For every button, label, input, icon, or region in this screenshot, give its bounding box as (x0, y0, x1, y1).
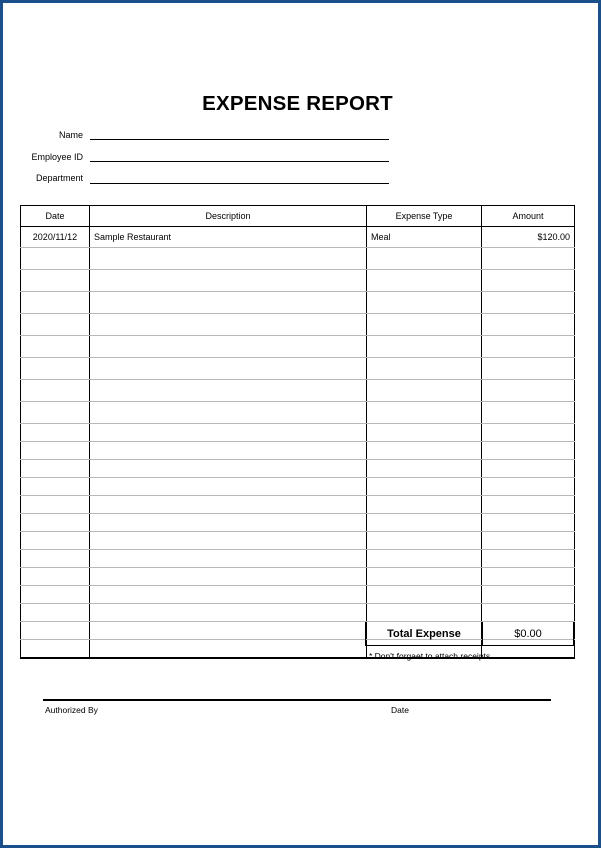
table-row (21, 604, 575, 622)
table-row (21, 314, 575, 336)
table-row (21, 292, 575, 314)
cell-expense-type[interactable] (367, 586, 482, 604)
cell-description[interactable] (90, 460, 367, 478)
cell-amount[interactable] (482, 314, 575, 336)
cell-description[interactable] (90, 336, 367, 358)
expense-table (20, 205, 575, 659)
cell-date[interactable] (21, 550, 90, 568)
header-expense-type: Expense Type (367, 206, 482, 227)
cell-date[interactable] (21, 460, 90, 478)
cell-description[interactable] (90, 568, 367, 586)
cell-date[interactable] (21, 336, 90, 358)
cell-amount[interactable] (482, 496, 575, 514)
cell-date[interactable] (21, 640, 90, 659)
cell-expense-type[interactable] (367, 314, 482, 336)
name-field[interactable] (90, 139, 389, 140)
cell-expense-type[interactable] (367, 248, 482, 270)
department-label: Department (35, 173, 83, 183)
cell-description[interactable]: Sample Restaurant (90, 227, 367, 248)
header-amount: Amount (482, 206, 575, 227)
cell-description[interactable] (90, 550, 367, 568)
employee-id-label: Employee ID (31, 152, 83, 162)
table-row (21, 248, 575, 270)
page-title: EXPENSE REPORT (202, 92, 393, 115)
cell-description[interactable] (90, 604, 367, 622)
cell-amount[interactable] (482, 248, 575, 270)
cell-date[interactable] (21, 604, 90, 622)
table-row (21, 227, 575, 248)
table-row (21, 358, 575, 380)
cell-date[interactable] (21, 532, 90, 550)
cell-description[interactable] (90, 532, 367, 550)
header-date: Date (21, 206, 90, 227)
table-row (21, 586, 575, 604)
cell-expense-type[interactable] (367, 380, 482, 402)
cell-expense-type[interactable] (367, 550, 482, 568)
table-row (21, 380, 575, 402)
header-description: Description (90, 206, 367, 227)
cell-expense-type[interactable] (367, 270, 482, 292)
table-row (21, 402, 575, 424)
cell-date[interactable] (21, 358, 90, 380)
cell-description[interactable] (90, 514, 367, 532)
table-row (21, 532, 575, 550)
cell-description[interactable] (90, 424, 367, 442)
cell-date[interactable] (21, 568, 90, 586)
cell-date[interactable] (21, 514, 90, 532)
table-row (21, 336, 575, 358)
cell-description[interactable] (90, 292, 367, 314)
cell-description[interactable] (90, 358, 367, 380)
cell-expense-type[interactable] (367, 402, 482, 424)
cell-expense-type[interactable]: Meal (367, 227, 482, 248)
cell-date[interactable] (21, 314, 90, 336)
cell-date[interactable] (21, 496, 90, 514)
cell-expense-type[interactable] (367, 532, 482, 550)
authorized-by-label: Authorized By (45, 705, 98, 715)
cell-amount[interactable] (482, 478, 575, 496)
total-expense-label: Total Expense (366, 622, 483, 645)
cell-expense-type[interactable] (367, 478, 482, 496)
cell-date[interactable] (21, 270, 90, 292)
cell-expense-type[interactable] (367, 292, 482, 314)
cell-date[interactable] (21, 402, 90, 424)
cell-amount[interactable]: $120.00 (482, 227, 575, 248)
cell-amount[interactable] (482, 550, 575, 568)
cell-expense-type[interactable] (367, 442, 482, 460)
name-label: Name (58, 130, 83, 140)
cell-expense-type[interactable] (367, 568, 482, 586)
table-row (21, 424, 575, 442)
cell-date[interactable] (21, 380, 90, 402)
cell-date[interactable] (21, 424, 90, 442)
cell-amount[interactable] (482, 586, 575, 604)
table-row (21, 496, 575, 514)
cell-amount[interactable] (482, 532, 575, 550)
cell-amount[interactable] (482, 568, 575, 586)
cell-date[interactable] (21, 478, 90, 496)
table-row (21, 550, 575, 568)
table-row (21, 568, 575, 586)
cell-expense-type[interactable] (367, 358, 482, 380)
cell-expense-type[interactable] (367, 424, 482, 442)
cell-amount[interactable] (482, 460, 575, 478)
cell-description[interactable] (90, 314, 367, 336)
employee-id-field[interactable] (90, 161, 389, 162)
total-expense-box (365, 622, 574, 646)
table-header-row (21, 206, 575, 227)
cell-amount[interactable] (482, 442, 575, 460)
signature-line (43, 699, 551, 701)
receipt-note: * Don't forgaet to attach receipts (369, 651, 491, 661)
cell-description[interactable] (90, 586, 367, 604)
cell-date[interactable] (21, 442, 90, 460)
cell-date[interactable] (21, 248, 90, 270)
table-row (21, 270, 575, 292)
cell-expense-type[interactable] (367, 604, 482, 622)
cell-amount[interactable] (482, 424, 575, 442)
cell-expense-type[interactable] (367, 496, 482, 514)
department-field[interactable] (90, 183, 389, 184)
cell-date[interactable] (21, 586, 90, 604)
signature-date-label: Date (391, 705, 409, 715)
cell-description[interactable] (90, 640, 367, 659)
cell-amount[interactable] (482, 402, 575, 424)
cell-amount[interactable] (482, 514, 575, 532)
table-row (21, 514, 575, 532)
cell-description[interactable] (90, 380, 367, 402)
cell-amount[interactable] (482, 270, 575, 292)
cell-expense-type[interactable] (367, 336, 482, 358)
cell-amount[interactable] (482, 358, 575, 380)
cell-description[interactable] (90, 442, 367, 460)
table-row (21, 442, 575, 460)
cell-description[interactable] (90, 248, 367, 270)
cell-description[interactable] (90, 402, 367, 424)
cell-amount[interactable] (482, 336, 575, 358)
table-row (21, 478, 575, 496)
cell-description[interactable] (90, 622, 367, 640)
cell-date[interactable] (21, 622, 90, 640)
cell-date[interactable]: 2020/11/12 (21, 227, 90, 248)
cell-description[interactable] (90, 478, 367, 496)
cell-amount[interactable] (482, 292, 575, 314)
cell-amount[interactable] (482, 604, 575, 622)
cell-amount[interactable] (482, 380, 575, 402)
cell-expense-type[interactable] (367, 514, 482, 532)
cell-description[interactable] (90, 496, 367, 514)
table-row (21, 460, 575, 478)
total-expense-value: $0.00 (514, 627, 542, 640)
cell-expense-type[interactable] (367, 460, 482, 478)
cell-description[interactable] (90, 270, 367, 292)
cell-date[interactable] (21, 292, 90, 314)
